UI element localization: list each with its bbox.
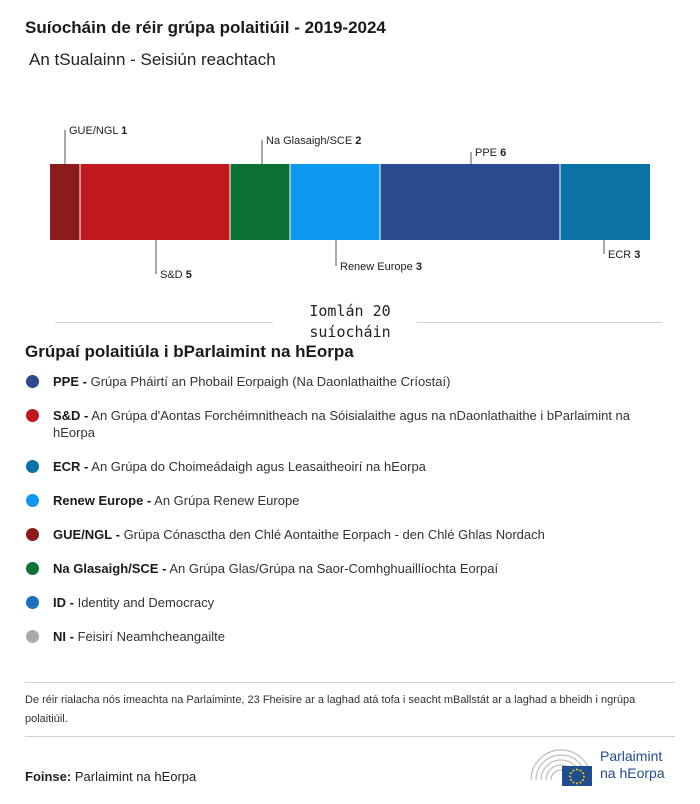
legend-dot-icon: [26, 528, 39, 541]
legend-desc: An Grúpa Glas/Grúpa na Saor-Comhghuaillíochta Eorpaí: [169, 561, 499, 576]
total-label: Iomlán 20: [309, 302, 391, 320]
logo-line-1: Parlaimint: [600, 748, 663, 764]
bar-label-ppe: PPE 6: [475, 147, 507, 159]
bar-segment-na-glasaigh-sce: [230, 164, 290, 240]
source-label: Foinse:: [25, 769, 72, 784]
source-value: Parlaimint na hEorpa: [74, 769, 197, 784]
logo-line-2: na hEorpa: [600, 765, 665, 781]
chart-title: Suíocháin de réir grúpa polaitiúil - 2019-2024: [25, 18, 386, 37]
legend-desc: An Grúpa Renew Europe: [154, 493, 300, 508]
legend-desc: An Grúpa do Choimeádaigh agus Leasaitheoirí na hEorpa: [91, 459, 426, 474]
legend-desc: Grúpa Pháirtí an Phobail Eorpaigh (Na Daonlathaithe Críostaí): [90, 374, 451, 389]
total-divider-right: [417, 322, 662, 323]
legend-list: [25, 373, 675, 645]
legend-abbr: NI -: [53, 629, 74, 644]
bar-segment-s-d: [80, 164, 230, 240]
total-unit: suíocháin: [309, 323, 391, 341]
total-seats: [300, 301, 400, 343]
legend-abbr: Renew Europe -: [53, 493, 152, 508]
legend-dot-icon: [26, 494, 39, 507]
bar-label-s-d: S&D 5: [160, 269, 192, 281]
bar-segment-renew-europe: [290, 164, 380, 240]
total-divider-left: [55, 322, 273, 323]
bar-segment-ppe: [380, 164, 560, 240]
legend-item-renew: [25, 492, 675, 509]
source: [25, 769, 196, 784]
legend-desc: Grúpa Cónasctha den Chlé Aontaithe Eorpach - den Chlé Ghlas Nordach: [123, 527, 545, 542]
legend-item-ecr: [25, 458, 675, 475]
legend-item-gue-ngl: [25, 526, 675, 543]
bar-label-gue-ngl: GUE/NGL 1: [69, 125, 128, 137]
legend-dot-icon: [26, 630, 39, 643]
legend-dot-icon: [26, 460, 39, 473]
divider: [25, 736, 675, 737]
legend-abbr: S&D -: [53, 408, 89, 423]
legend-dot-icon: [26, 409, 39, 422]
hemicycle-icon: [528, 746, 594, 786]
legend-item-greens: [25, 560, 675, 577]
legend-dot-icon: [26, 375, 39, 388]
chart-subtitle: An tSualainn - Seisiún reachtach: [29, 50, 276, 69]
legend-abbr: ECR -: [53, 459, 89, 474]
legend-item-id: [25, 594, 675, 611]
legend-item-sd: [25, 407, 675, 441]
footnote: De réir rialacha nós imeachta na Parlaiminte, 23 Fheisire ar a laghad atá tofa i seacht mBallstát ar a laghad a bheidh i ngrúpa polaitiúil.: [25, 694, 636, 725]
bar-label-ecr: ECR 3: [608, 249, 641, 261]
divider: [25, 682, 675, 683]
legend-abbr: GUE/NGL -: [53, 527, 120, 542]
bar-segment-gue-ngl: [50, 164, 80, 240]
legend-dot-icon: [26, 562, 39, 575]
legend-desc: An Grúpa d'Aontas Forchéimnitheach na Sóisialaithe agus na nDaonlathaithe i bParlaimint na hEorpa: [53, 408, 630, 440]
parliament-logo: [528, 744, 678, 788]
legend-dot-icon: [26, 596, 39, 609]
legend-item-ppe: [25, 373, 675, 390]
legend-abbr: ID -: [53, 595, 74, 610]
legend-abbr: Na Glasaigh/SCE -: [53, 561, 167, 576]
legend-abbr: PPE -: [53, 374, 87, 389]
legend-item-ni: [25, 628, 675, 645]
legend-desc: Identity and Democracy: [77, 595, 215, 610]
bar-segment-ecr: [560, 164, 650, 240]
legend-desc: Feisirí Neamhcheangailte: [77, 629, 225, 644]
stacked-bar-chart: [0, 0, 700, 300]
legend-title: Grúpaí polaitiúla i bParlaimint na hEorpa: [25, 342, 354, 361]
bar-label-renew-europe: Renew Europe 3: [340, 261, 422, 273]
logo-text: [600, 748, 665, 782]
bar-label-na-glasaigh-sce: Na Glasaigh/SCE 2: [266, 135, 362, 147]
